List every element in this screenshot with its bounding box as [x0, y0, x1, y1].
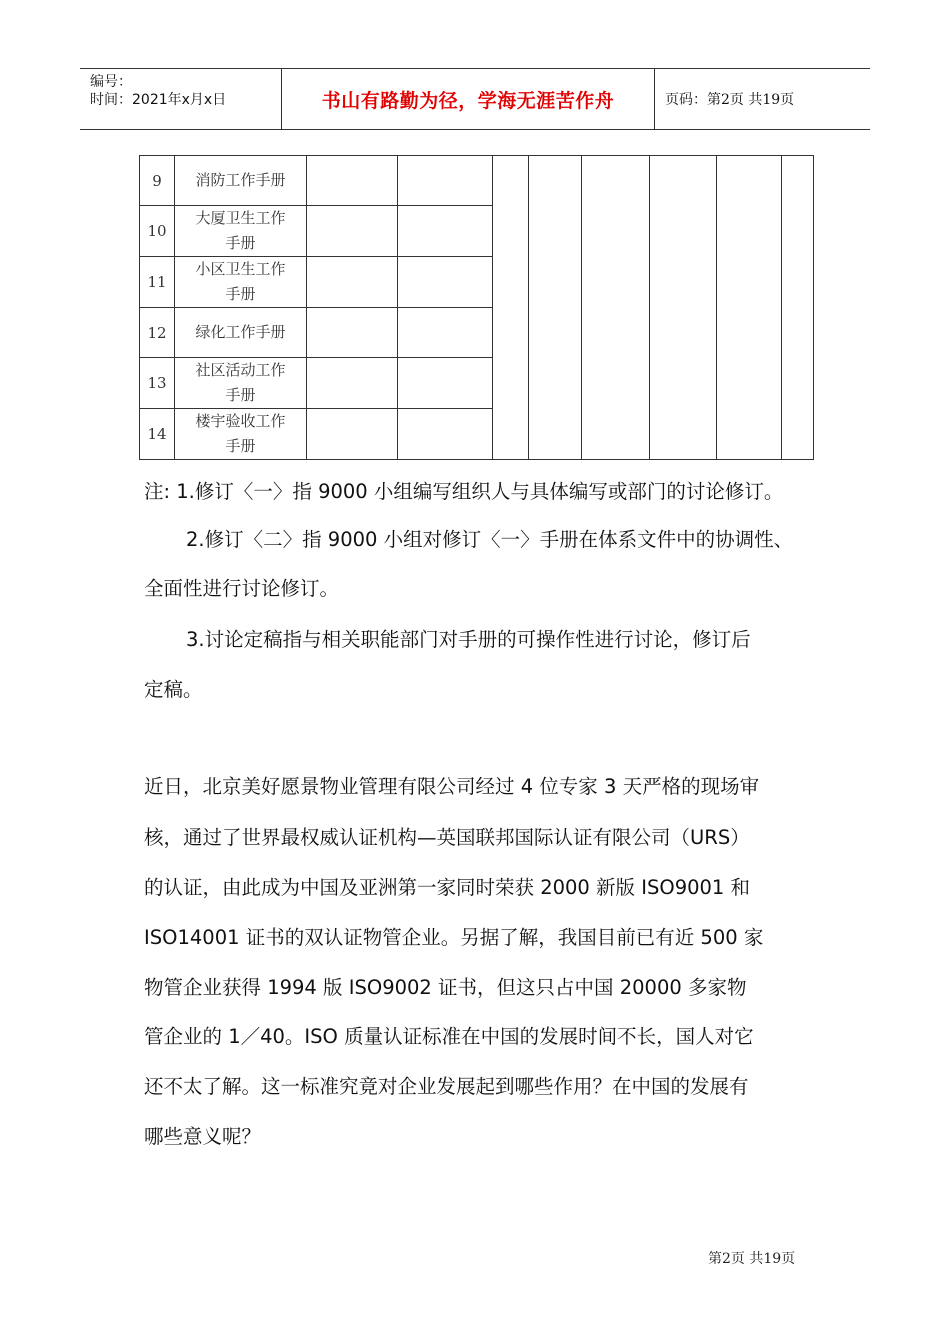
manual-name-line-2: 手册	[225, 437, 256, 455]
body-line-6: 管企业的 1／40。ISO 质量认证标准在中国的发展时间不长，国人对它	[144, 1025, 754, 1048]
merged-empty-column	[650, 156, 717, 460]
body-line-4: ISO14001 证书的双认证物管企业。另据了解，我国目前已有近 500 家	[144, 926, 764, 949]
row-number: 11	[140, 257, 175, 308]
manual-table	[139, 155, 814, 460]
empty-cell	[398, 156, 493, 206]
manual-name-line-2: 手册	[225, 386, 256, 404]
merged-empty-column	[717, 156, 782, 460]
manual-name	[175, 257, 307, 308]
empty-cell	[307, 409, 398, 460]
manual-name	[175, 308, 307, 358]
body-line-8: 哪些意义呢？	[144, 1125, 262, 1148]
merged-empty-column	[782, 156, 814, 460]
note-line-1: 注: 1.修订〈一〉指 9000 小组编写组织人与具体编写或部门的讨论修订。	[144, 480, 784, 503]
empty-cell	[307, 308, 398, 358]
merged-empty-column	[529, 156, 582, 460]
body-line-7: 还不太了解。这一标准究竟对企业发展起到哪些作用？在中国的发展有	[144, 1075, 749, 1098]
empty-cell	[398, 308, 493, 358]
manual-name-line-1: 小区卫生工作	[195, 260, 286, 278]
note-line-4: 3.讨论定稿指与相关职能部门对手册的可操作性进行讨论，修订后	[186, 628, 751, 651]
body-line-2: 核，通过了世界最权威认证机构—英国联邦国际认证有限公司（URS）	[144, 826, 750, 849]
header-motto-cell	[282, 69, 655, 129]
table-row	[140, 156, 814, 206]
manual-name-line-1: 社区活动工作	[195, 361, 286, 379]
body-line-5: 物管企业获得 1994 版 ISO9002 证书，但这只占中国 20000 多家物	[144, 976, 747, 999]
page-header	[80, 68, 870, 130]
manual-name	[175, 358, 307, 409]
manual-name-line-1: 消防工作手册	[195, 171, 286, 189]
manual-name	[175, 156, 307, 206]
manual-name-line-2: 手册	[225, 234, 256, 252]
merged-empty-column	[582, 156, 650, 460]
manual-name	[175, 409, 307, 460]
header-motto: 书山有路勤为径，学海无涯苦作舟	[321, 90, 615, 112]
header-page-cell	[655, 69, 870, 129]
manual-name-line-1: 楼宇验收工作	[195, 412, 286, 430]
merged-empty-column	[493, 156, 529, 460]
empty-cell	[398, 358, 493, 409]
note-line-2: 2.修订〈二〉指 9000 小组对修订〈一〉手册在体系文件中的协调性、	[186, 528, 794, 551]
date-label: 时间：2021年x月x日	[90, 92, 227, 108]
empty-cell	[307, 257, 398, 308]
manual-name	[175, 206, 307, 257]
row-number: 13	[140, 358, 175, 409]
empty-cell	[398, 206, 493, 257]
manual-name-line-2: 手册	[225, 285, 256, 303]
note-line-5: 定稿。	[144, 678, 203, 701]
header-meta-cell	[80, 69, 282, 129]
empty-cell	[307, 156, 398, 206]
number-label: 编号：	[90, 74, 132, 90]
row-number: 9	[140, 156, 175, 206]
page-footer: 第2页 共19页	[708, 1251, 796, 1267]
manual-name-line-1: 绿化工作手册	[195, 323, 286, 341]
empty-cell	[398, 257, 493, 308]
row-number: 14	[140, 409, 175, 460]
row-number: 12	[140, 308, 175, 358]
empty-cell	[307, 206, 398, 257]
manual-name-line-1: 大厦卫生工作	[195, 209, 286, 227]
empty-cell	[398, 409, 493, 460]
note-line-3: 全面性进行讨论修订。	[144, 577, 340, 600]
header-page-info: 页码：第2页 共19页	[665, 92, 795, 108]
row-number: 10	[140, 206, 175, 257]
body-line-1: 近日，北京美好愿景物业管理有限公司经过 4 位专家 3 天严格的现场审	[144, 775, 760, 798]
empty-cell	[307, 358, 398, 409]
body-line-3: 的认证，由此成为中国及亚洲第一家同时荣获 2000 新版 ISO9001 和	[144, 876, 751, 899]
